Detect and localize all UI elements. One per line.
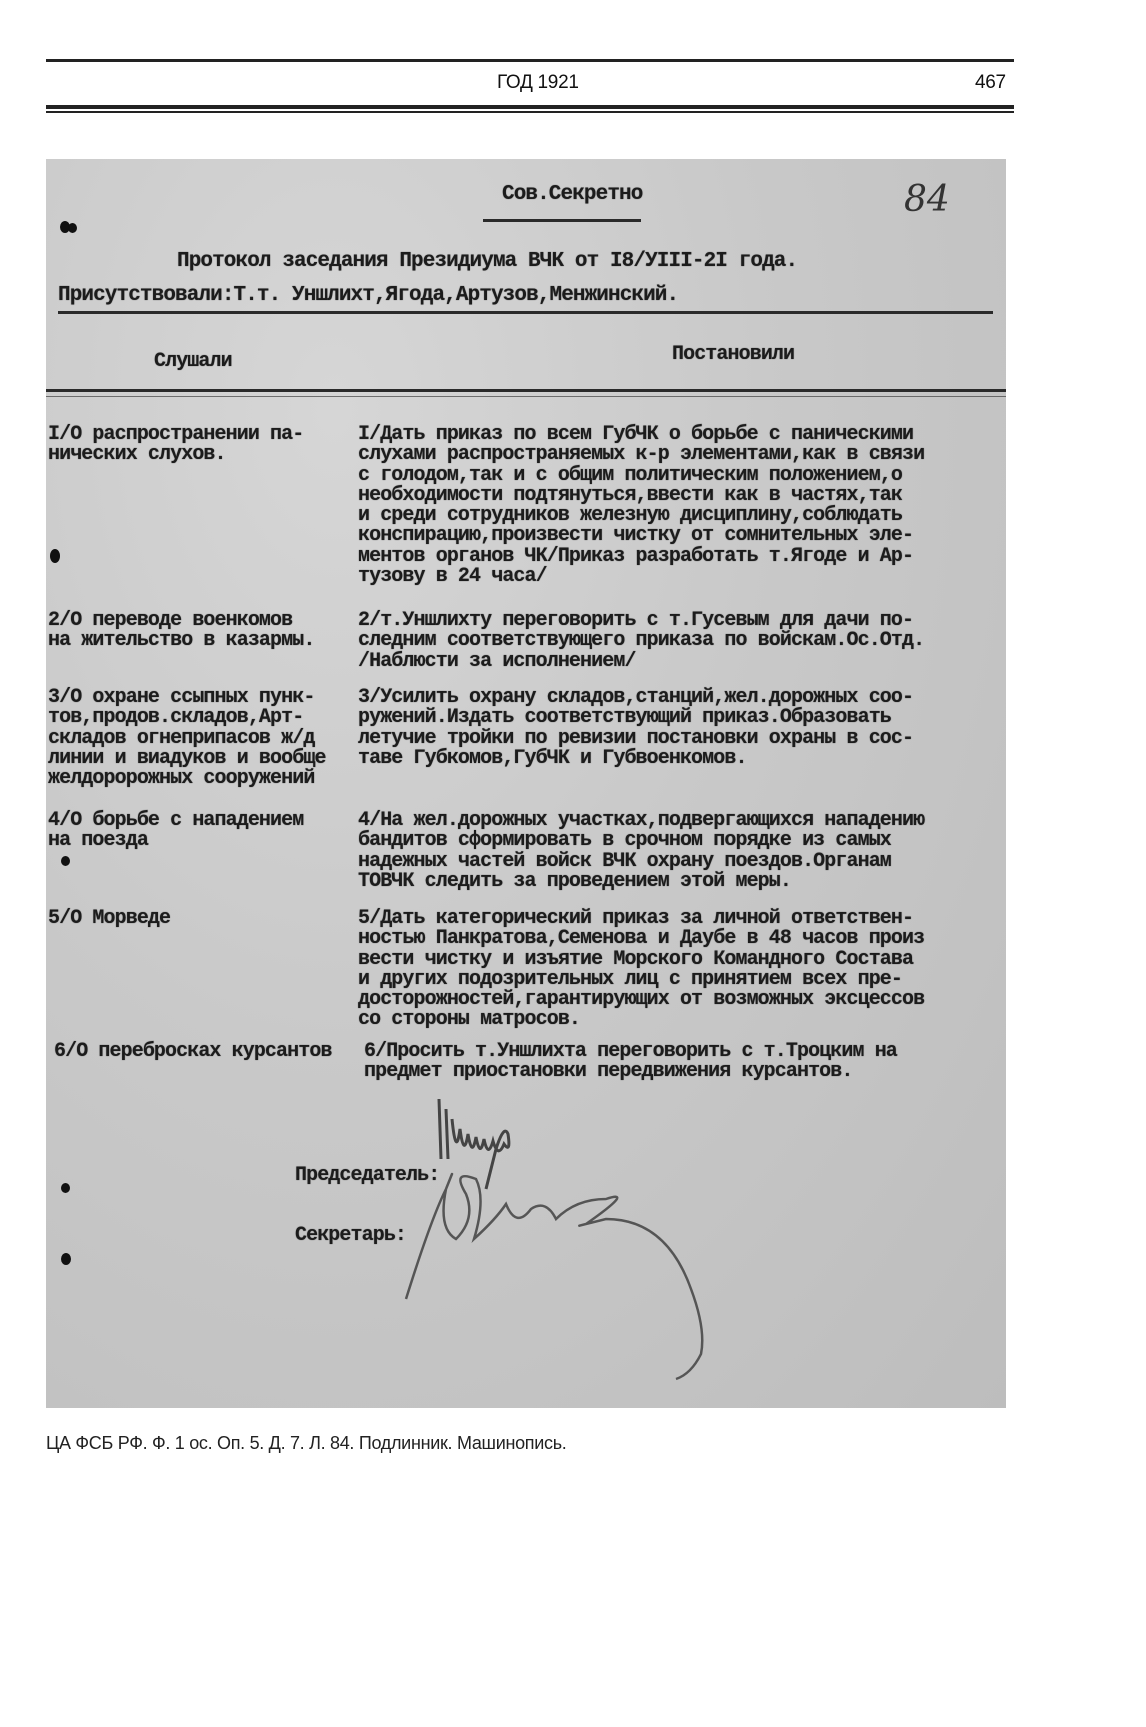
secretary-label: Секретарь: [295, 1224, 407, 1247]
hole-punch-mark [68, 223, 77, 233]
item-5-resolved: 5/Дать категорический приказ за личной ответствен- ностью Панкратова,Семенова и Даубе в 48 часов произ вести чистку и изъятие Морского Командного Состава и других подозрительных лиц с принятием всех пре- досторожностей,гарантирующих от возможных эксцессов со стороны матросов. [358, 907, 925, 1032]
page-number: 467 [975, 72, 1006, 93]
item-1-resolved: I/Дать приказ по всем ГубЧК о борьбе с паническими слухами распространяемых к-р элементами,как в связи с голодом,так и с общим политическим положением,о необходимости подтянуться,ввести как в частях,так и среди сотрудников железную дисциплину,соблюдать конспирацию,произвести чистку от сомнительных эле- ментов органов ЧК/Приказ разработать т.Ягоде и Ар- тузову в 24 часа/ [358, 423, 925, 589]
item-4-resolved: 4/На жел.дорожных участках,подвергающихся нападению бандитов сформировать в срочном порядке из самых надежных частей войск ВЧК охрану поездов.Органам ТОВЧК следить за проведением этой меры. [358, 809, 925, 893]
hole-punch-mark [50, 549, 60, 563]
column-header-heard: Слушали [154, 350, 232, 373]
item-6-heard: 6/О перебросках курсантов [54, 1040, 332, 1063]
header-bottom-rule-thin [46, 111, 1014, 113]
attendees: Присутствовали:Т.т. Уншлихт,Ягода,Артузов,Менжинский. [58, 284, 679, 307]
archive-caption: ЦА ФСБ РФ. Ф. 1 ос. Оп. 5. Д. 7. Л. 84. Подлинник. Машинопись. [46, 1433, 567, 1453]
chairman-label: Председатель: [295, 1164, 440, 1187]
running-header-title: ГОД 1921 [497, 72, 579, 93]
header-bottom-rule [46, 105, 1014, 109]
chairman-signature [439, 1099, 509, 1189]
scanned-document [46, 159, 1006, 1408]
item-3-resolved: 3/Усилить охрану складов,станций,жел.дорожных соо- ружений.Издать соответствующий приказ.Образовать летучие тройки по ревизии постановки охраны в сос- таве Губкомов,ГубЧК и Губвоенкомов. [358, 686, 914, 770]
item-3-heard: 3/О охране ссыпных пунк- тов,продов.складов,Арт- складов огнеприпасов ж/д линии и виадуков и вообще желдоророжных сооружений [48, 686, 326, 791]
item-2-heard: 2/О переводе военкомов на жительство в казармы. [48, 609, 315, 653]
document-title: Протокол заседания Президиума ВЧК от I8/УIII-2I года. [177, 250, 798, 273]
column-header-resolved: Постановили [672, 343, 795, 366]
secretary-signature [406, 1174, 702, 1379]
hole-punch-mark [61, 856, 70, 866]
item-6-resolved: 6/Просить т.Уншлихта переговорить с т.Троцким на предмет приостановки передвижения курсантов. [364, 1040, 897, 1084]
sheet-number: 84 [904, 179, 950, 220]
item-2-resolved: 2/т.Уншлихту переговорить с т.Гусевым для дачи по- следним соответствующего приказа по войскам.Ос.Отд. /Наблюсти за исполнением/ [358, 609, 925, 673]
hole-punch-mark [61, 1183, 70, 1193]
header-top-rule [46, 59, 1014, 62]
item-5-heard: 5/О Морведе [48, 907, 171, 930]
classification-stamp: Сов.Секретно [502, 183, 643, 206]
hole-punch-mark [61, 1253, 71, 1265]
item-1-heard: I/О распространении па- нических слухов. [48, 423, 304, 467]
item-4-heard: 4/О борьбе с нападением на поезда [48, 809, 304, 853]
